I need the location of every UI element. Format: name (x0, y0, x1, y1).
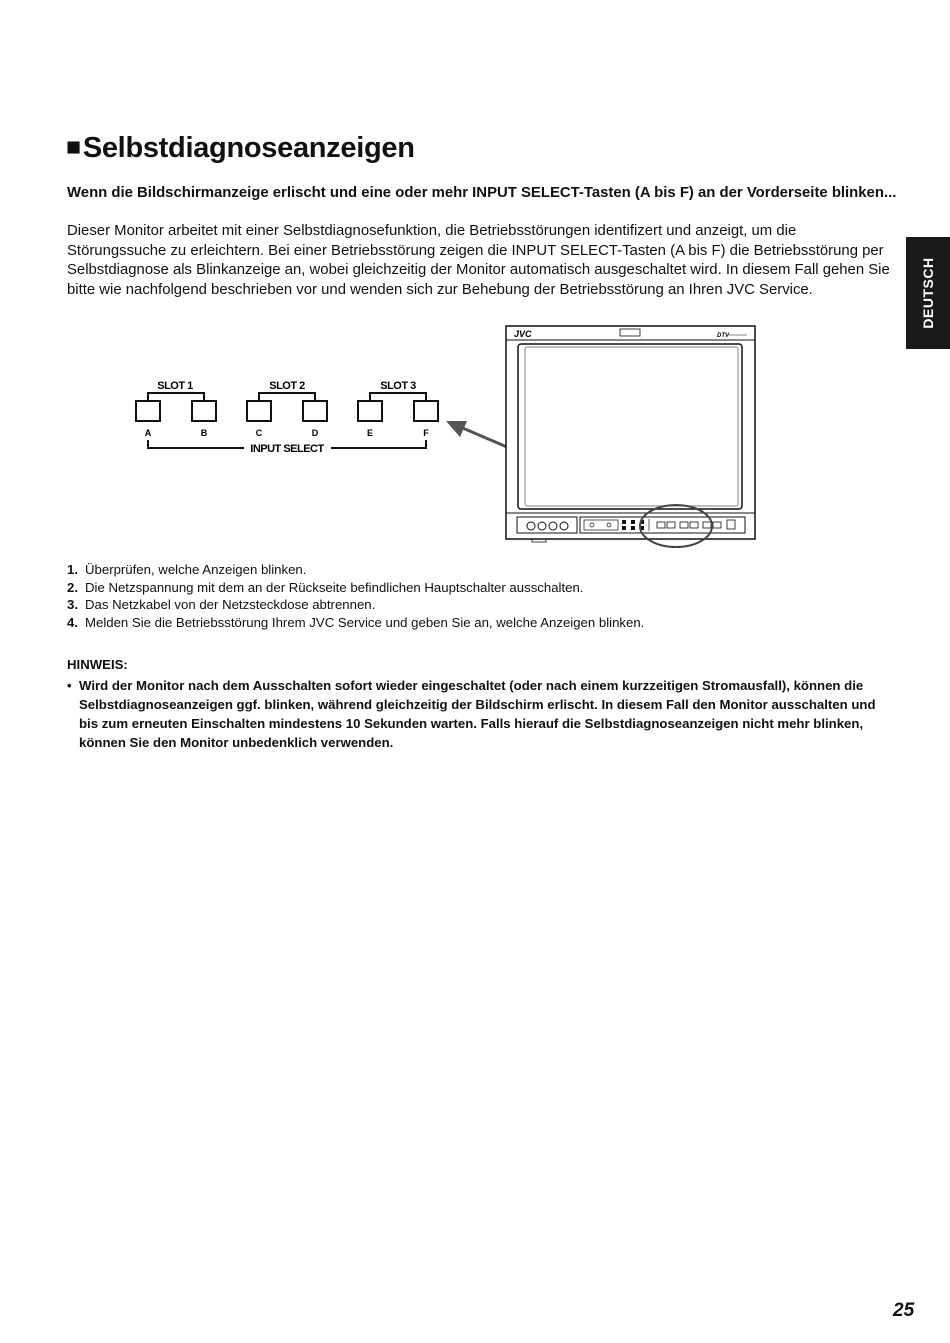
button-letter-f: F (423, 428, 429, 438)
slot-group-3 (358, 380, 438, 421)
button-letter-b: B (200, 428, 208, 438)
language-tab (906, 237, 950, 349)
monitor-illustration (506, 326, 755, 547)
button-letter-a: A (144, 428, 152, 438)
input-select-label: INPUT SELECT (250, 443, 324, 455)
input-button-a (136, 401, 160, 421)
input-button-d (303, 401, 327, 421)
slot-group-1 (136, 380, 216, 421)
slot-label-1: SLOT 1 (157, 380, 193, 392)
list-item: 2. Die Netzspannung mit dem an der Rückseite befindlichen Hauptschalter ausschalten. (67, 579, 584, 595)
input-button-b (192, 401, 216, 421)
model-badge: DTV (717, 333, 729, 339)
slot-label-2: SLOT 2 (269, 380, 305, 392)
note-text: Wird der Monitor nach dem Ausschalten sofort wieder eingeschaltet (oder nach einem kurzzeitigen Stromausfall), können die Selbstdiagnoseanzeigen ggf. blinken, während gleichzeitig der Bildschirm erlischt. In diesem Fall den Monitor ausschalten und bis zum erneuten Einschalten mindestens 10 Sekunden warten. Falls hierauf die Selbstdiagnoseanzeigen nicht mehr blinken, können Sie den Monitor unbedenklich verwenden. (79, 678, 876, 750)
list-item: 3. Das Netzkabel von der Netzsteckdose abtrennen. (67, 597, 376, 612)
title-text: Selbstdiagnoseanzeigen (82, 132, 415, 164)
language-tab-label: DEUTSCH (920, 257, 936, 329)
square-bullet-icon: ■ (66, 133, 81, 161)
input-button-e (358, 401, 382, 421)
monitor-diagram (120, 320, 770, 555)
body-paragraph: Dieser Monitor arbeitet mit einer Selbstdiagnosefunktion, die Betriebsstörungen identifizert und anzeigt, um die Störungssuche zu erleichtern. Bei einer Betriebsstörung zeigen die INPUT SELECT-Tasten (A bis F) die Betriebsstörung per Selbstdiagnose als Blinkanzeige an, wobei gleichzeitig der Monitor automatisch ausgeschaltet wird. In diesem Fall gehen Sie bitte wie nachfolgend beschrieben vor und wenden sich zur Behebung der Betriebsstörung an Ihren JVC Service. (67, 223, 890, 298)
input-button-c (247, 401, 271, 421)
brand-logo: JVC (514, 329, 532, 339)
button-letter-d: D (311, 428, 319, 438)
list-item: 4. Melden Sie die Betriebsstörung Ihrem JVC Service und geben Sie an, welche Anzeigen blinken. (67, 614, 645, 630)
page-number: 25 (893, 1300, 915, 1321)
button-letter-c: C (255, 428, 263, 438)
slot-label-3: SLOT 3 (380, 380, 416, 392)
slot-group-2 (247, 380, 327, 421)
page-title (66, 132, 415, 165)
button-letter-e: E (366, 428, 374, 438)
steps-list (67, 561, 887, 631)
input-button-f (414, 401, 438, 421)
list-item: 1. Überprüfen, welche Anzeigen blinken. (67, 562, 307, 577)
lead-paragraph: Wenn die Bildschirmanzeige erlischt und eine oder mehr INPUT SELECT-Tasten (A bis F) an der Vorderseite blinken... (67, 185, 897, 201)
note-heading: HINWEIS: (67, 657, 128, 672)
bullet-icon: • (67, 678, 72, 693)
note-body (67, 676, 887, 752)
screen (518, 344, 742, 509)
